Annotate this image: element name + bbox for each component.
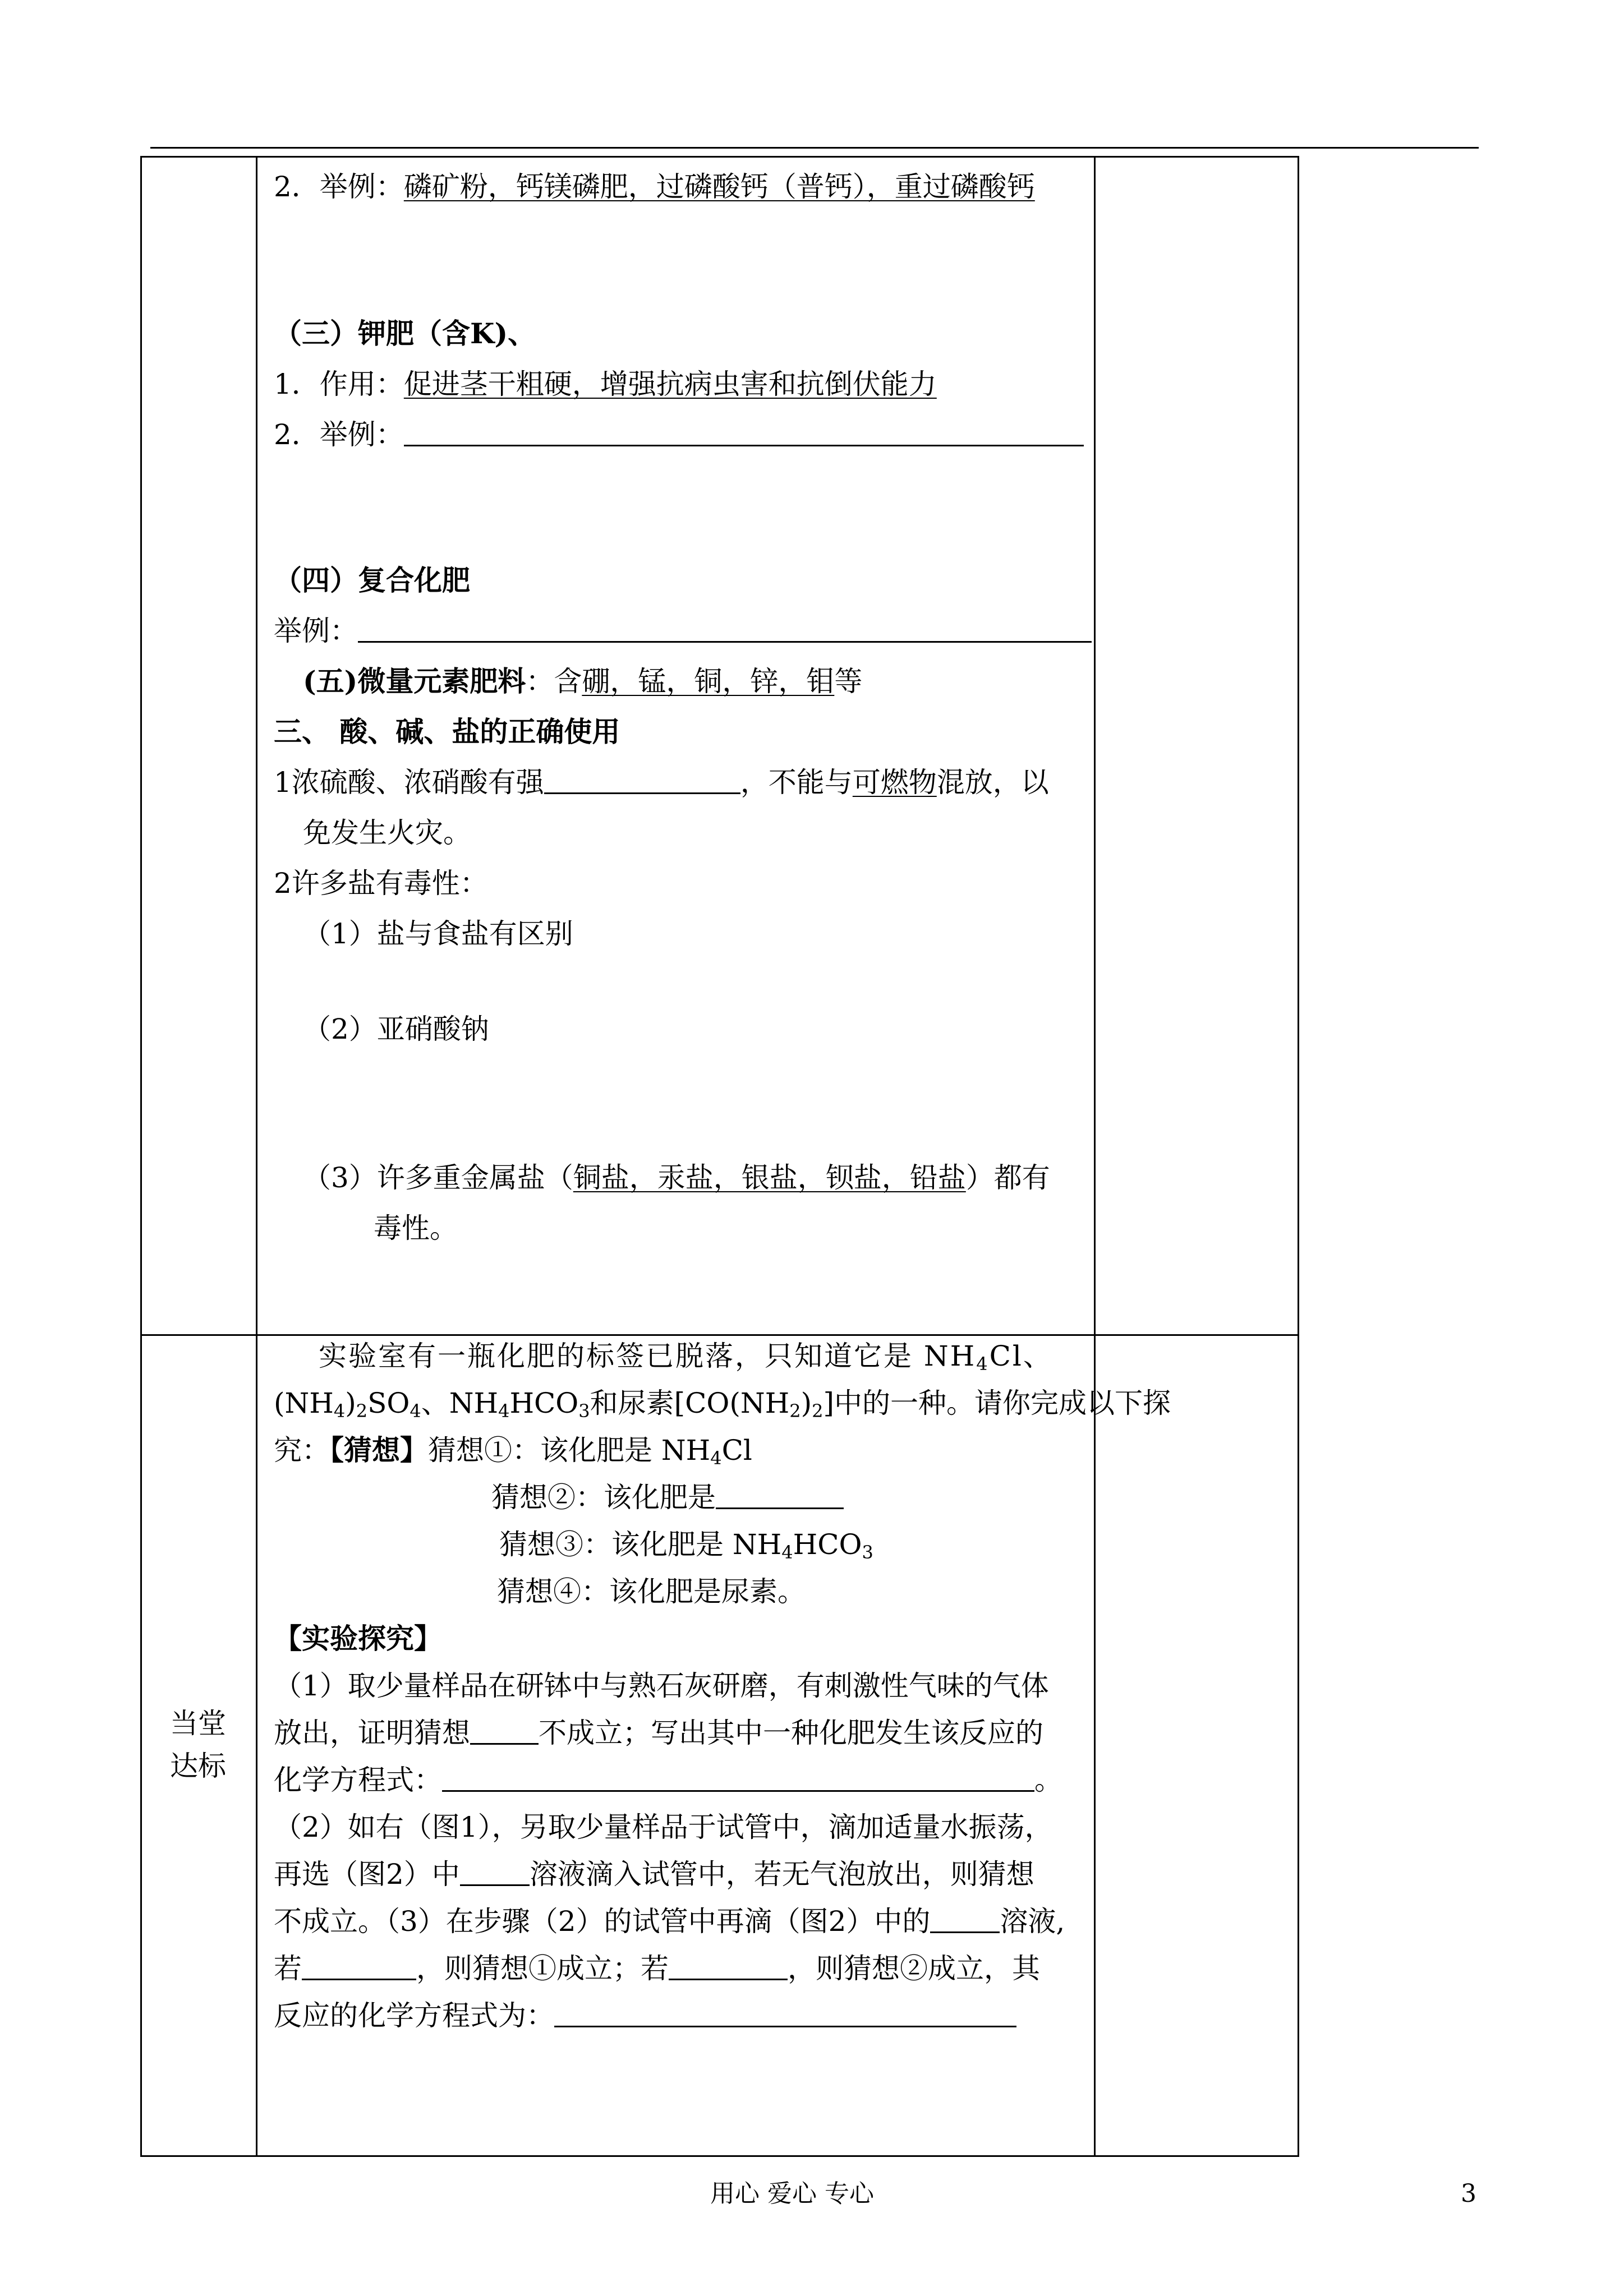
- toxic-salts-item3-cont: 毒性。: [374, 1212, 458, 1244]
- acid-warning-line1: 1浓硫酸、浓硝酸有强 ，不能与可燃物混放，以: [274, 766, 1049, 799]
- experiment-step3-line1: 不成立。（3）在步骤（2）的试管中再滴（图2）中的 溶液,: [274, 1905, 1065, 1938]
- guess-three: 猜想③：该化肥是 $NH_4HCO_3$: [499, 1528, 873, 1563]
- compound-heading: （四）复合化肥: [274, 564, 470, 597]
- toxic-salts-item2: （2）亚硝酸钠: [303, 1013, 489, 1045]
- answer-blank[interactable]: [669, 1954, 788, 1980]
- section-three-heading: 三、 酸、碱、盐的正确使用: [274, 715, 620, 748]
- answer-blank[interactable]: [442, 1765, 1034, 1792]
- problem-intro-line2: $(NH_4)_2SO_4$、$NH_4HCO_3$和尿素$[CO(NH_2)_2]$中的一种。请你完成以下探: [274, 1387, 1171, 1422]
- answer-blank[interactable]: [460, 1860, 530, 1886]
- experiment-step3-line3: 反应的化学方程式为：: [274, 1999, 1016, 2032]
- experiment-step1-line2: 放出，证明猜想 不成立；写出其中一种化肥发生该反应的: [274, 1717, 1043, 1749]
- trace-element-line: (五)微量元素肥料：含硼，锰，铜，锌，钼等: [303, 665, 863, 698]
- potash-heading: （三）钾肥（含K)、: [274, 317, 536, 350]
- experiment-step1-line1: （1）取少量样品在研钵中与熟石灰研磨，有刺激性气味的气体: [274, 1670, 1049, 1702]
- row-label: 当堂 达标: [170, 1707, 226, 1782]
- answer-blank[interactable]: [554, 2001, 1016, 2027]
- guess-four: 猜想④：该化肥是尿素。: [497, 1575, 806, 1608]
- phosphate-example: 2．举例：磷矿粉，钙镁磷肥，过磷酸钙（普钙），重过磷酸钙: [274, 170, 1035, 203]
- experiment-step2-line2: 再选（图2）中 溶液滴入试管中，若无气泡放出，则猜想: [274, 1858, 1034, 1891]
- problem-intro-line3: 究：【猜想】猜想①：该化肥是 $NH_4Cl$: [274, 1433, 752, 1469]
- column-divider-right: [1094, 158, 1096, 2155]
- acid-warning-line2: 免发生火灾。: [303, 817, 471, 849]
- potash-function: 1．作用：促进茎干粗硬，增强抗病虫害和抗倒伏能力: [274, 368, 937, 400]
- lesson-table: [140, 156, 1299, 2157]
- potash-example: 2．举例：: [274, 418, 1084, 451]
- column-divider-left: [256, 158, 257, 2155]
- header-rule: [150, 147, 1479, 149]
- experiment-step3-line2: 若 ，则猜想①成立；若 ，则猜想②成立，其: [274, 1952, 1040, 1985]
- compound-example: 举例：: [274, 614, 1092, 648]
- footer-motto: 用心 爱心 专心: [710, 2179, 874, 2208]
- answer-blank[interactable]: [302, 1954, 416, 1980]
- answer-blank[interactable]: [404, 420, 1084, 446]
- answer-blank[interactable]: [716, 1483, 844, 1509]
- toxic-salts-item1: （1）盐与食盐有区别: [303, 918, 573, 950]
- answer-blank[interactable]: [544, 768, 740, 794]
- toxic-salts-item3: （3）许多重金属盐（铜盐，汞盐，银盐，钡盐，铅盐）都有: [303, 1161, 1050, 1194]
- answer-blank[interactable]: [470, 1718, 539, 1745]
- page-number: 3: [1461, 2179, 1476, 2208]
- answer-blank[interactable]: [358, 616, 1092, 643]
- row-divider: [142, 1334, 1298, 1336]
- experiment-step1-line3: 化学方程式： 。: [274, 1764, 1062, 1796]
- answer-blank[interactable]: [930, 1907, 1000, 1933]
- guess-two: 猜想②：该化肥是: [491, 1481, 844, 1514]
- experiment-step2-line1: （2）如右（图1），另取少量样品于试管中，滴加适量水振荡，: [274, 1811, 1053, 1843]
- toxic-salts-intro: 2许多盐有毒性：: [274, 867, 488, 900]
- problem-intro-line1: 实验室有一瓶化肥的标签已脱落，只知道它是 $NH_4Cl$、: [319, 1340, 1053, 1375]
- experiment-heading: 【实验探究】: [274, 1622, 442, 1655]
